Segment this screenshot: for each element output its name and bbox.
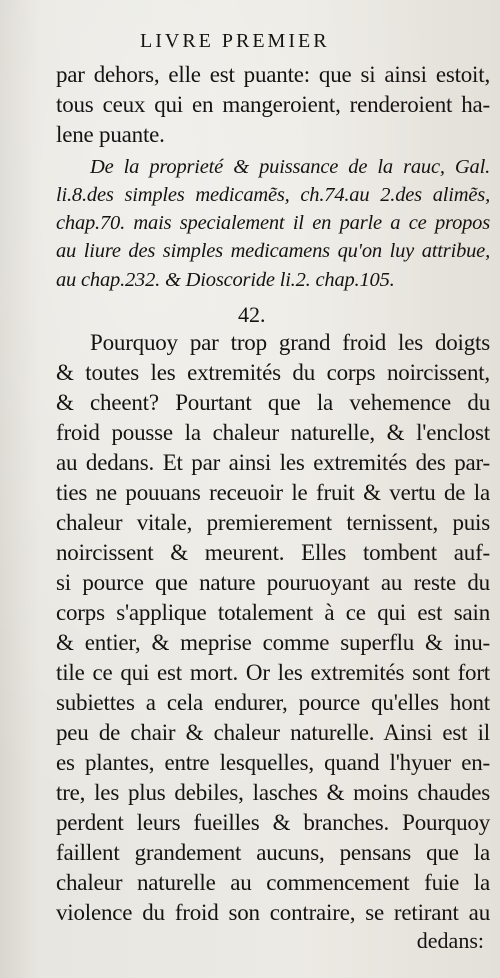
section-line-3: & cheent? Pourtant que la vehemence du [56, 390, 490, 415]
section-number: 42. [238, 302, 266, 327]
section-line-14: peu de chair & chaleur naturelle. Ainsi est il [56, 720, 490, 745]
section-line-1: Pourquoy par trop grand froid les doigts [90, 330, 490, 355]
running-head: LIVRE PREMIER [140, 30, 330, 52]
section-line-7: chaleur vitale, premierement ternissent, puis [56, 510, 490, 535]
section-line-15: es plantes, entre lesquelles, quand l'hyuer en- [56, 750, 490, 775]
section-line-8: noircissent & meurent. Elles tombent auf- [56, 540, 490, 565]
section-line-16: tre, les plus debiles, lasches & moins chaudes [56, 780, 490, 805]
continuation-line-2: tous ceux qui en mangeroient, renderoient ha- [56, 92, 490, 117]
section-line-4: froid pousse la chaleur naturelle, & l'enclost [56, 420, 490, 445]
section-line-2: & toutes les extremités du corps noircissent, [56, 360, 490, 385]
reference-line-1: De la proprieté & puissance de la rauc, Gal. [90, 156, 490, 178]
section-line-9: si pource que nature pouruoyant au reste du [56, 570, 490, 595]
catchword: dedans: [416, 928, 484, 953]
section-line-11: & entier, & meprise comme superflu & inu- [56, 630, 490, 655]
section-line-12: tile ce qui est mort. Or les extremités sont fort [56, 660, 490, 685]
reference-line-3: chap.70. mais specialement il en parle a ce propos [56, 212, 490, 234]
reference-line-5: au chap.232. & Dioscoride li.2. chap.105. [56, 269, 395, 291]
reference-line-4: au liure des simples medicamens qu'on luy attribue, [56, 240, 490, 262]
section-line-17: perdent leurs fueilles & branches. Pourquoy [56, 810, 490, 835]
section-line-20: violence du froid son contraire, se retirant au [56, 900, 490, 925]
section-line-10: corps s'applique totalement à ce qui est sain [56, 600, 490, 625]
section-line-6: ties ne pouuans receuoir le fruit & vertu de la [56, 480, 490, 505]
section-line-19: chaleur naturelle au commencement fuie la [56, 870, 490, 895]
section-line-13: subiettes a cela endurer, pource qu'elles hont [56, 690, 490, 715]
reference-line-2: li.8.des simples medicamẽs, ch.74.au 2.des alimẽs, [56, 184, 490, 206]
section-line-18: faillent grandement aucuns, pensans que la [56, 840, 490, 865]
section-line-5: au dedans. Et par ainsi les extremités des par- [56, 450, 490, 475]
continuation-line-3: lene puante. [56, 122, 165, 147]
continuation-line-1: par dehors, elle est puante: que si ainsi estoit, [56, 62, 490, 87]
